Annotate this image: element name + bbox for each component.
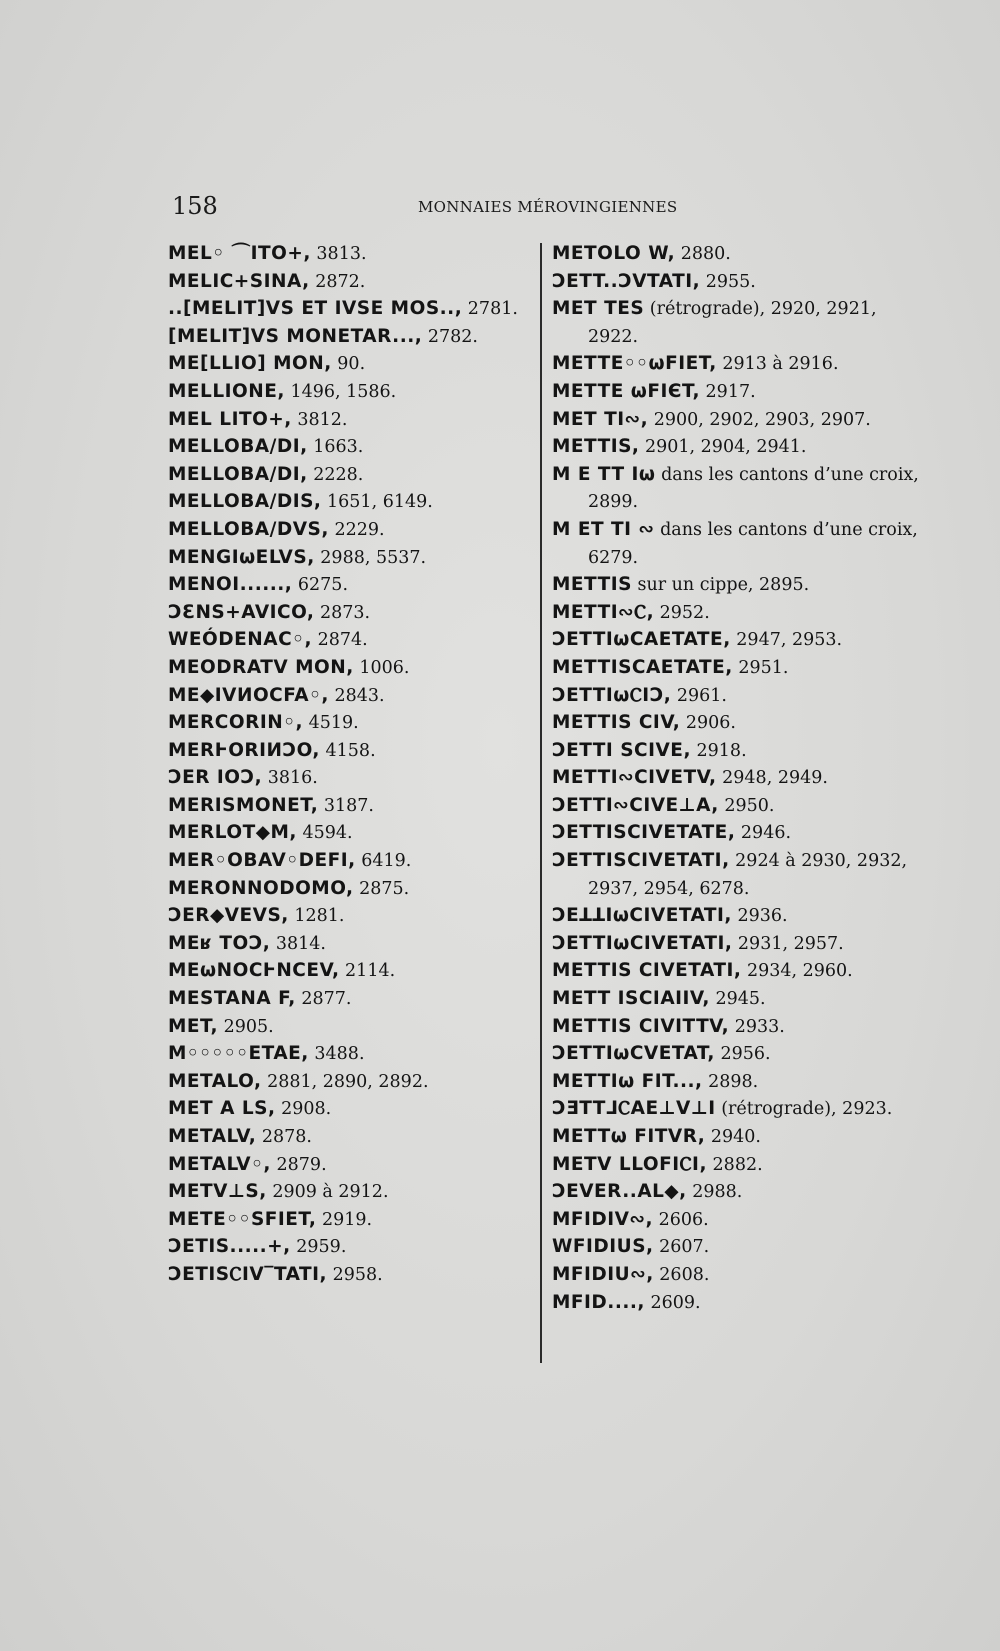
index-entry xyxy=(168,378,530,406)
entry-references: sur un cippe, 2895. xyxy=(631,575,810,596)
entry-references: 2924 à 2930, 2932, 2937, 2954, 6278. xyxy=(588,851,908,899)
coin-legend: MFIDIV∾, xyxy=(552,1208,654,1230)
entry-references: 3816. xyxy=(262,768,318,789)
coin-legend: MERLOT◆M, xyxy=(168,822,297,844)
coin-legend: MET, xyxy=(168,1015,219,1037)
index-entry xyxy=(552,1206,924,1234)
entry-references: (rétrograde), 2923. xyxy=(715,1099,893,1120)
entry-references: 2898. xyxy=(702,1071,759,1092)
index-entry xyxy=(168,406,530,434)
coin-legend: METALO, xyxy=(168,1070,262,1092)
entry-references: (rétrograde), 2920, 2921, 2922. xyxy=(588,299,877,347)
index-entry xyxy=(168,682,530,710)
coin-legend: M ET TI ∾ xyxy=(552,518,655,540)
entry-references: 2872. xyxy=(309,271,366,292)
index-entry xyxy=(552,1178,924,1206)
coin-legend: M◦◦◦◦◦ETAE, xyxy=(168,1043,309,1065)
coin-legend: METTIS xyxy=(552,574,632,596)
index-entry xyxy=(168,819,530,847)
coin-legend: ƆETTISCIVETATI, xyxy=(552,850,730,872)
entry-references: 2229. xyxy=(328,519,385,540)
coin-legend: MEʁ TOƆ, xyxy=(168,932,271,954)
coin-legend: ƆETISⲤIV‾TATI, xyxy=(168,1263,328,1285)
entry-references: 4158. xyxy=(319,740,376,761)
entry-references: 2114. xyxy=(339,961,396,982)
index-entry xyxy=(168,1261,530,1289)
coin-legend: ƆETTIωⲤIƆ, xyxy=(552,684,672,706)
coin-legend: MELLOBA/DI, xyxy=(168,436,308,458)
coin-legend: MFID...., xyxy=(552,1291,645,1313)
entry-references: 2882. xyxy=(706,1154,763,1175)
entry-references: dans les cantons d’une croix, 6279. xyxy=(588,519,918,568)
coin-legend: MESTANA F, xyxy=(168,988,296,1010)
coin-legend: MER◦OBAV◦DEFI, xyxy=(168,850,356,872)
coin-legend: [MELIT]VS MONETAR..., xyxy=(168,325,423,347)
index-entry xyxy=(168,1123,530,1151)
entry-references: 2909 à 2912. xyxy=(266,1182,389,1203)
index-entry xyxy=(552,957,924,985)
entry-references: 1651, 6149. xyxy=(321,492,433,513)
column-divider xyxy=(540,243,542,1363)
index-entry xyxy=(552,433,924,461)
coin-legend: MERONNODOMO, xyxy=(168,877,354,899)
index-entry xyxy=(168,957,530,985)
index-entry xyxy=(552,1013,924,1041)
entry-references: 2607. xyxy=(653,1237,710,1258)
entry-references: 2880. xyxy=(675,244,731,264)
index-entry xyxy=(168,544,530,572)
entry-references: 2931, 2957. xyxy=(732,933,844,954)
entry-references: 2875. xyxy=(353,878,410,899)
entry-references: 2956. xyxy=(714,1044,771,1065)
page-number: 158 xyxy=(172,192,218,220)
index-entry xyxy=(552,516,924,571)
coin-legend: MERISMONET, xyxy=(168,794,319,816)
index-entry xyxy=(552,737,924,765)
coin-legend: MEωNOCⱵNCEV, xyxy=(168,960,340,982)
coin-legend: MELLOBA/DI, xyxy=(168,463,308,485)
index-entry xyxy=(168,268,530,296)
coin-legend: MENOI......, xyxy=(168,574,293,596)
entry-references: 2906. xyxy=(680,713,736,734)
index-entry xyxy=(552,406,924,434)
entry-references: 2918. xyxy=(690,740,747,761)
entry-references: 2945. xyxy=(709,989,766,1010)
index-entry xyxy=(168,295,530,323)
entry-references: 2936. xyxy=(731,906,788,927)
coin-legend: ƆEꓕꓕIωCIVETATI, xyxy=(552,905,732,927)
entry-references: 2934, 2960. xyxy=(741,961,853,982)
index-entry xyxy=(168,626,530,654)
entry-references: 2874. xyxy=(312,630,368,651)
coin-legend: MENGIωELVS, xyxy=(168,546,315,568)
entry-references: 3813. xyxy=(310,244,367,264)
index-entry xyxy=(552,268,924,296)
entry-references: 3814. xyxy=(270,933,326,954)
coin-legend: MELLOBA/DVS, xyxy=(168,518,329,540)
entry-references: 2955. xyxy=(700,271,756,292)
coin-legend: ƆER IOƆ, xyxy=(168,767,263,789)
coin-legend: METV⊥S, xyxy=(168,1181,267,1203)
index-entry xyxy=(552,350,924,378)
coin-legend: MET A LS, xyxy=(168,1098,276,1120)
coin-legend: ƆER◆VEVS, xyxy=(168,905,289,927)
entry-references: 2905. xyxy=(218,1016,274,1037)
coin-legend: ƆETTIωCIVETATI, xyxy=(552,932,733,954)
index-entry xyxy=(168,240,530,268)
coin-legend: ..[MELIT]VS ET IVSE MOS.., xyxy=(168,298,463,320)
coin-legend: ƆETTIωCAETATE, xyxy=(552,629,731,651)
index-entry xyxy=(168,1206,530,1234)
coin-legend: METALV◦, xyxy=(168,1153,271,1175)
entry-references: 2608. xyxy=(653,1264,710,1285)
coin-legend: MEODRATV MON, xyxy=(168,656,354,678)
entry-references: 2958. xyxy=(327,1264,383,1285)
index-entry xyxy=(552,819,924,847)
entry-references: 2988, 5537. xyxy=(314,547,427,568)
index-entry xyxy=(168,737,530,765)
coin-legend: METTω FITVR, xyxy=(552,1126,706,1147)
coin-legend: ƆETTI SCIVE, xyxy=(552,739,691,761)
index-entry xyxy=(168,1068,530,1096)
index-entry xyxy=(552,1095,924,1123)
index-entry xyxy=(168,350,530,378)
coin-legend: ƆETIS.....+, xyxy=(168,1236,291,1258)
coin-legend: METTIS CIV, xyxy=(552,712,681,734)
entry-references: 2878. xyxy=(256,1127,312,1147)
entry-references: 2951. xyxy=(732,657,789,678)
entry-references: 3187. xyxy=(318,795,374,816)
index-entry xyxy=(552,847,924,902)
index-entry xyxy=(168,847,530,875)
entry-references: 3488. xyxy=(308,1044,365,1065)
coin-legend: MFIDIU∾, xyxy=(552,1263,654,1285)
coin-legend: M E TT Iω xyxy=(552,463,656,485)
index-entry xyxy=(552,985,924,1013)
entry-references: 2952. xyxy=(654,602,710,623)
coin-legend: ƆETTIωCVETAT, xyxy=(552,1043,715,1065)
entry-references: 2946. xyxy=(735,823,792,844)
entry-references: 2933. xyxy=(729,1016,785,1037)
entry-references: 4594. xyxy=(296,823,353,844)
index-entry xyxy=(552,1151,924,1179)
entry-references: 2900, 2902, 2903, 2907. xyxy=(648,409,871,430)
entry-references: 1496, 1586. xyxy=(284,381,397,402)
index-entry xyxy=(168,1151,530,1179)
entry-references: 2913 à 2916. xyxy=(716,354,839,375)
entry-references: 2781. xyxy=(462,299,518,320)
index-entry xyxy=(552,1123,924,1151)
coin-legend: ƆETTI∾CIVE⊥A, xyxy=(552,794,719,816)
coin-legend: METT ISCIAIIV, xyxy=(552,988,710,1010)
coin-legend: ƆƐNS+AVICO, xyxy=(168,601,315,623)
coin-legend: MET TES xyxy=(552,298,645,320)
running-title: MONNAIES MÉROVINGIENNES xyxy=(418,198,678,216)
index-entry xyxy=(552,240,924,268)
index-entry xyxy=(552,654,924,682)
entry-references: 6275. xyxy=(292,575,349,596)
index-entry xyxy=(552,1289,924,1317)
entry-references: 2988. xyxy=(686,1182,743,1203)
index-entry xyxy=(168,461,530,489)
coin-legend: ME[LLIO] MON, xyxy=(168,353,332,375)
coin-legend: METTIS CIVETATI, xyxy=(552,960,742,982)
coin-legend: MET TI∾, xyxy=(552,408,649,430)
coin-legend: MERⱵORIИƆO, xyxy=(168,739,320,761)
entry-references: 2606. xyxy=(653,1209,709,1230)
coin-legend: METV LLOFIⲤI, xyxy=(552,1153,707,1175)
index-entry xyxy=(168,1178,530,1206)
index-entry xyxy=(552,792,924,820)
index-entry xyxy=(168,902,530,930)
index-entry xyxy=(168,792,530,820)
entry-references: 6419. xyxy=(355,851,412,872)
index-entry xyxy=(168,875,530,903)
entry-references: 2950. xyxy=(718,795,775,816)
index-entry xyxy=(552,295,924,350)
entry-references: 1663. xyxy=(307,437,364,458)
right-column xyxy=(552,240,924,1316)
index-entry xyxy=(168,599,530,627)
entry-references: 2877. xyxy=(295,989,352,1010)
index-entry xyxy=(168,709,530,737)
index-entry xyxy=(168,1095,530,1123)
entry-references: 3812. xyxy=(291,409,348,430)
entry-references: 4519. xyxy=(303,713,359,734)
index-entry xyxy=(552,902,924,930)
index-entry xyxy=(168,1040,530,1068)
entry-references: dans les cantons d’une croix, 2899. xyxy=(588,464,919,513)
index-entry xyxy=(168,654,530,682)
coin-legend: METTI∾CIVETV, xyxy=(552,767,717,789)
coin-legend: ƆETT..ƆVTATI, xyxy=(552,270,701,292)
entry-references: 2940. xyxy=(705,1127,761,1147)
coin-legend: MELIC+SINA, xyxy=(168,270,310,292)
index-entry xyxy=(168,1233,530,1261)
index-entry xyxy=(168,930,530,958)
entry-references: 2947, 2953. xyxy=(730,630,843,651)
coin-legend: MERCORIN◦, xyxy=(168,712,304,734)
index-entry xyxy=(168,516,530,544)
coin-legend: METE◦◦SFIET, xyxy=(168,1208,317,1230)
index-entry xyxy=(552,709,924,737)
entry-references: 2961. xyxy=(671,685,727,706)
left-column xyxy=(168,240,530,1289)
index-entry xyxy=(552,571,924,599)
entry-references: 2908. xyxy=(275,1099,332,1120)
index-entry xyxy=(552,764,924,792)
index-entry xyxy=(552,1261,924,1289)
coin-legend: METTE◦◦ωFIET, xyxy=(552,353,717,375)
coin-legend: MEL◦ ⌒ITO+, xyxy=(168,243,311,264)
coin-legend: METALV, xyxy=(168,1126,257,1147)
coin-legend: WEÓDENAC◦, xyxy=(168,629,312,651)
entry-references: 2228. xyxy=(307,464,364,485)
coin-legend: METTISCAETATE, xyxy=(552,656,733,678)
entry-references: 2959. xyxy=(290,1237,347,1258)
entry-references: 2917. xyxy=(699,381,756,402)
coin-legend: MELLOBA/DIS, xyxy=(168,491,322,513)
coin-legend: MEL LITO+, xyxy=(168,408,292,430)
entry-references: 2843. xyxy=(328,685,385,706)
entry-references: 2881, 2890, 2892. xyxy=(261,1071,429,1092)
entry-references: 2879. xyxy=(270,1154,327,1175)
entry-references: 1281. xyxy=(288,906,345,927)
entry-references: 2919. xyxy=(316,1209,373,1230)
entry-references: 2782. xyxy=(422,326,478,347)
index-entry xyxy=(552,599,924,627)
index-entry xyxy=(552,1040,924,1068)
page-header xyxy=(160,192,700,222)
index-entry xyxy=(552,930,924,958)
index-entry xyxy=(552,1233,924,1261)
coin-legend: METTE ωFIЄT, xyxy=(552,380,700,402)
entry-references: 2948, 2949. xyxy=(716,768,828,789)
index-entry xyxy=(168,764,530,792)
index-entry xyxy=(552,378,924,406)
index-entry xyxy=(168,488,530,516)
index-entry xyxy=(552,461,924,516)
index-entry xyxy=(168,571,530,599)
coin-legend: ƆEVER..AL◆, xyxy=(552,1181,687,1203)
index-entry xyxy=(168,433,530,461)
coin-legend: ƆETTISCIVETATE, xyxy=(552,822,736,844)
entry-references: 1006. xyxy=(353,657,410,678)
entry-references: 2901, 2904, 2941. xyxy=(639,437,807,458)
entry-references: 2873. xyxy=(314,602,371,623)
coin-legend: METTI∾Ⲥ, xyxy=(552,601,655,623)
coin-legend: ME◆IVИOCFA◦, xyxy=(168,684,329,706)
coin-legend: METOLO W, xyxy=(552,243,676,264)
coin-legend: MELLIONE, xyxy=(168,380,285,402)
entry-references: 2609. xyxy=(644,1292,701,1313)
coin-legend: METTIS CIVITTV, xyxy=(552,1015,730,1037)
index-entry xyxy=(168,1013,530,1041)
entry-references: 90. xyxy=(331,354,366,375)
index-entry xyxy=(552,682,924,710)
coin-legend: ƆƎTT⅃ⲤAE⊥V⊥I xyxy=(552,1098,716,1120)
index-entry xyxy=(552,626,924,654)
coin-legend: METTIS, xyxy=(552,436,640,458)
index-entry xyxy=(168,985,530,1013)
coin-legend: WFIDIUS, xyxy=(552,1236,654,1258)
coin-legend: METTIω FIT..., xyxy=(552,1070,703,1092)
index-entry xyxy=(168,323,530,351)
index-entry xyxy=(552,1068,924,1096)
